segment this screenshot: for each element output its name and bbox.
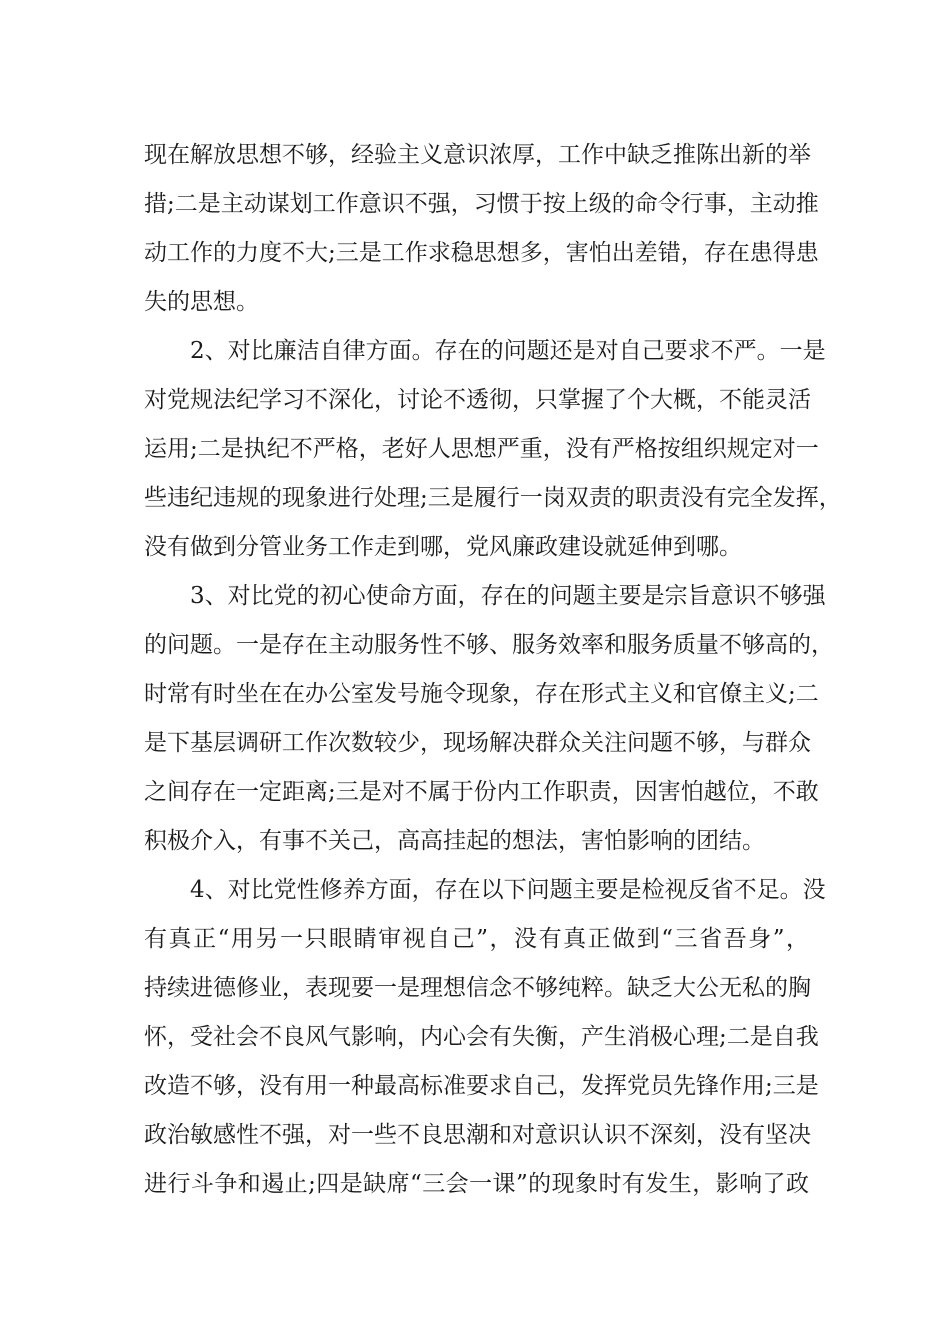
text-line: 现在解放思想不够，经验主义意识浓厚，工作中缺乏推陈出新的举 (144, 142, 811, 168)
text-line: 怀，受社会不良风气影响，内心会有失衡，产生消极心理;二是自我 (144, 1024, 819, 1050)
text-line: 积极介入，有事不关己，高高挂起的想法，害怕影响的团结。 (144, 828, 765, 854)
text-line: 政治敏感性不强，对一些不良思潮和对意识认识不深刻，没有坚决 (144, 1122, 811, 1148)
text-line: 的问题。一是存在主动服务性不够、服务效率和服务质量不够高的， (144, 632, 834, 658)
text-line: 对党规法纪学习不深化，讨论不透彻，只掌握了个大概，不能灵活 (144, 387, 811, 413)
text-line: 是下基层调研工作次数较少，现场解决群众关注问题不够，与群众 (144, 730, 811, 756)
text-line: 些违纪违规的现象进行处理;三是履行一岗双责的职责没有完全发挥， (144, 485, 842, 511)
text-line: 没有做到分管业务工作走到哪，党风廉政建设就延伸到哪。 (144, 534, 742, 560)
text-line: 运用;二是执纪不严格，老好人思想严重，没有严格按组织规定对一 (144, 436, 819, 462)
text-line: 失的思想。 (144, 289, 259, 315)
text-line: 之间存在一定距离;三是对不属于份内工作职责，因害怕越位，不敢 (144, 779, 819, 805)
text-line: 动工作的力度不大;三是工作求稳思想多，害怕出差错，存在患得患 (144, 240, 819, 266)
text-line: 时常有时坐在在办公室发号施令现象，存在形式主义和官僚主义;二 (144, 681, 819, 707)
text-line: 进行斗争和遏止;四是缺席“三会一课”的现象时有发生，影响了政 (144, 1171, 809, 1197)
text-line: 持续进德修业，表现要一是理想信念不够纯粹。缺乏大公无私的胸 (144, 975, 811, 1001)
text-line: 3、对比党的初心使命方面，存在的问题主要是宗旨意识不够强 (190, 583, 826, 609)
text-line: 2、对比廉洁自律方面。存在的问题还是对自己要求不严。一是 (190, 338, 826, 364)
text-line: 措;二是主动谋划工作意识不强，习惯于按上级的命令行事，主动推 (144, 191, 819, 217)
text-line: 有真正“用另一只眼睛审视自己”，没有真正做到“三省吾身”， (144, 926, 809, 952)
text-line: 4、对比党性修养方面，存在以下问题主要是检视反省不足。没 (190, 877, 826, 903)
document-body (144, 131, 842, 1209)
text-line: 改造不够，没有用一种最高标准要求自己，发挥党员先锋作用;三是 (144, 1073, 819, 1099)
